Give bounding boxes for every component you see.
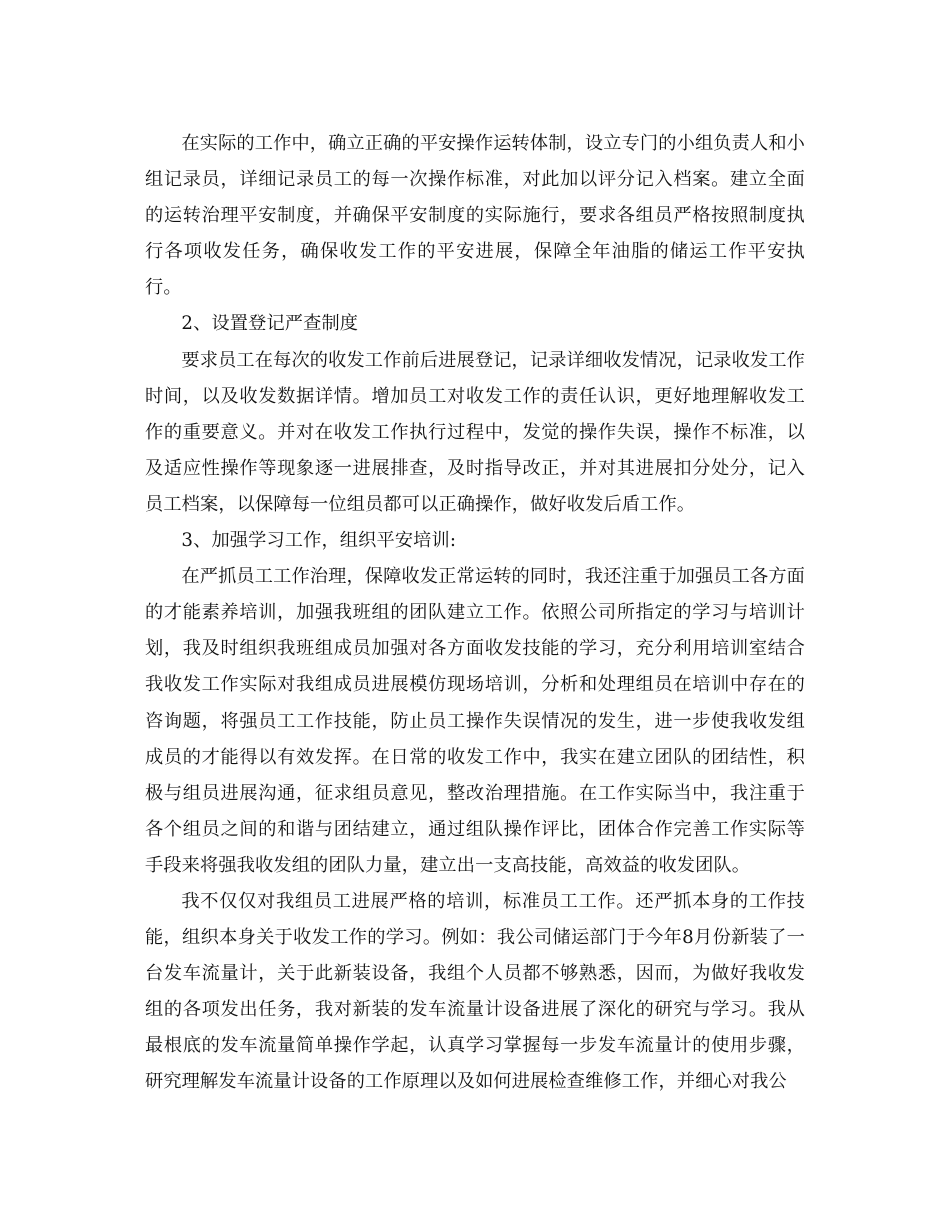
paragraph-registration: 要求员工在每次的收发工作前后进展登记，记录详细收发情况，记录收发工作时间，以及收发数据详情。增加员工对收发工作的责任认识，更好地理解收发工作的重要意义。并对在收发工作执行过程中，发觉的操作失误，操作不标准，以及适应性操作等现象逐一进展排查，及时指导改正，并对其进展扣分处分，记入员工档案，以保障每一位组员都可以正确操作，做好收发后盾工作。 bbox=[145, 349, 805, 515]
heading-training: 3、加强学习工作，组织平安培训: bbox=[181, 530, 457, 552]
paragraph-safety-system: 在实际的工作中，确立正确的平安操作运转体制，设立专门的小组负责人和小组记录员，详细记录员工的每一次操作标准，对此加以评分记入档案。建立全面的运转治理平安制度，并确保平安制度的实际施行，要求各组员严格按照制度执行各项收发任务，确保收发工作的平安进展，保障全年油脂的储运工作平安执行。 bbox=[145, 133, 805, 299]
heading-registration-system: 2、设置登记严查制度 bbox=[181, 313, 359, 335]
paragraph-training: 在严抓员工工作治理，保障收发正常运转的同时，我还注重于加强员工各方面的才能素养培训，加强我班组的团队建立工作。依照公司所指定的学习与培训计划，我及时组织我班组成员加强对各方面收发技能的学习，充分利用培训室结合我收发工作实际对我组成员进展模仿现场培训，分析和处理组员在培训中存在的咨询题，将强员工工作技能，防止员工操作失误情况的发生，进一步使我收发组成员的才能得以有效发挥。在日常的收发工作中，我实在建立团队的团结性，积极与组员进展沟通，征求组员意见，整改治理措施。在工作实际当中，我注重于各个组员之间的和谐与团结建立，通过组队操作评比，团体合作完善工作实际等手段来将强我收发组的团队力量，建立出一支高技能，高效益的收发团队。 bbox=[145, 566, 805, 876]
document-body bbox=[145, 126, 805, 1101]
paragraph-self-study: 我不仅仅对我组员工进展严格的培训，标准员工工作。还严抓本身的工作技能，组织本身关于收发工作的学习。例如：我公司储运部门于今年8月份新装了一台发车流量计，关于此新装设备，我组个人员都不够熟悉，因而，为做好我收发组的各项发出任务，我对新装的发车流量计设备进展了深化的研究与学习。我从最根底的发车流量简单操作学起，认真学习掌握每一步发车流量计的使用步骤，研究理解发车流量计设备的工作原理以及如何进展检查维修工作，并细心对我公 bbox=[145, 890, 805, 1093]
